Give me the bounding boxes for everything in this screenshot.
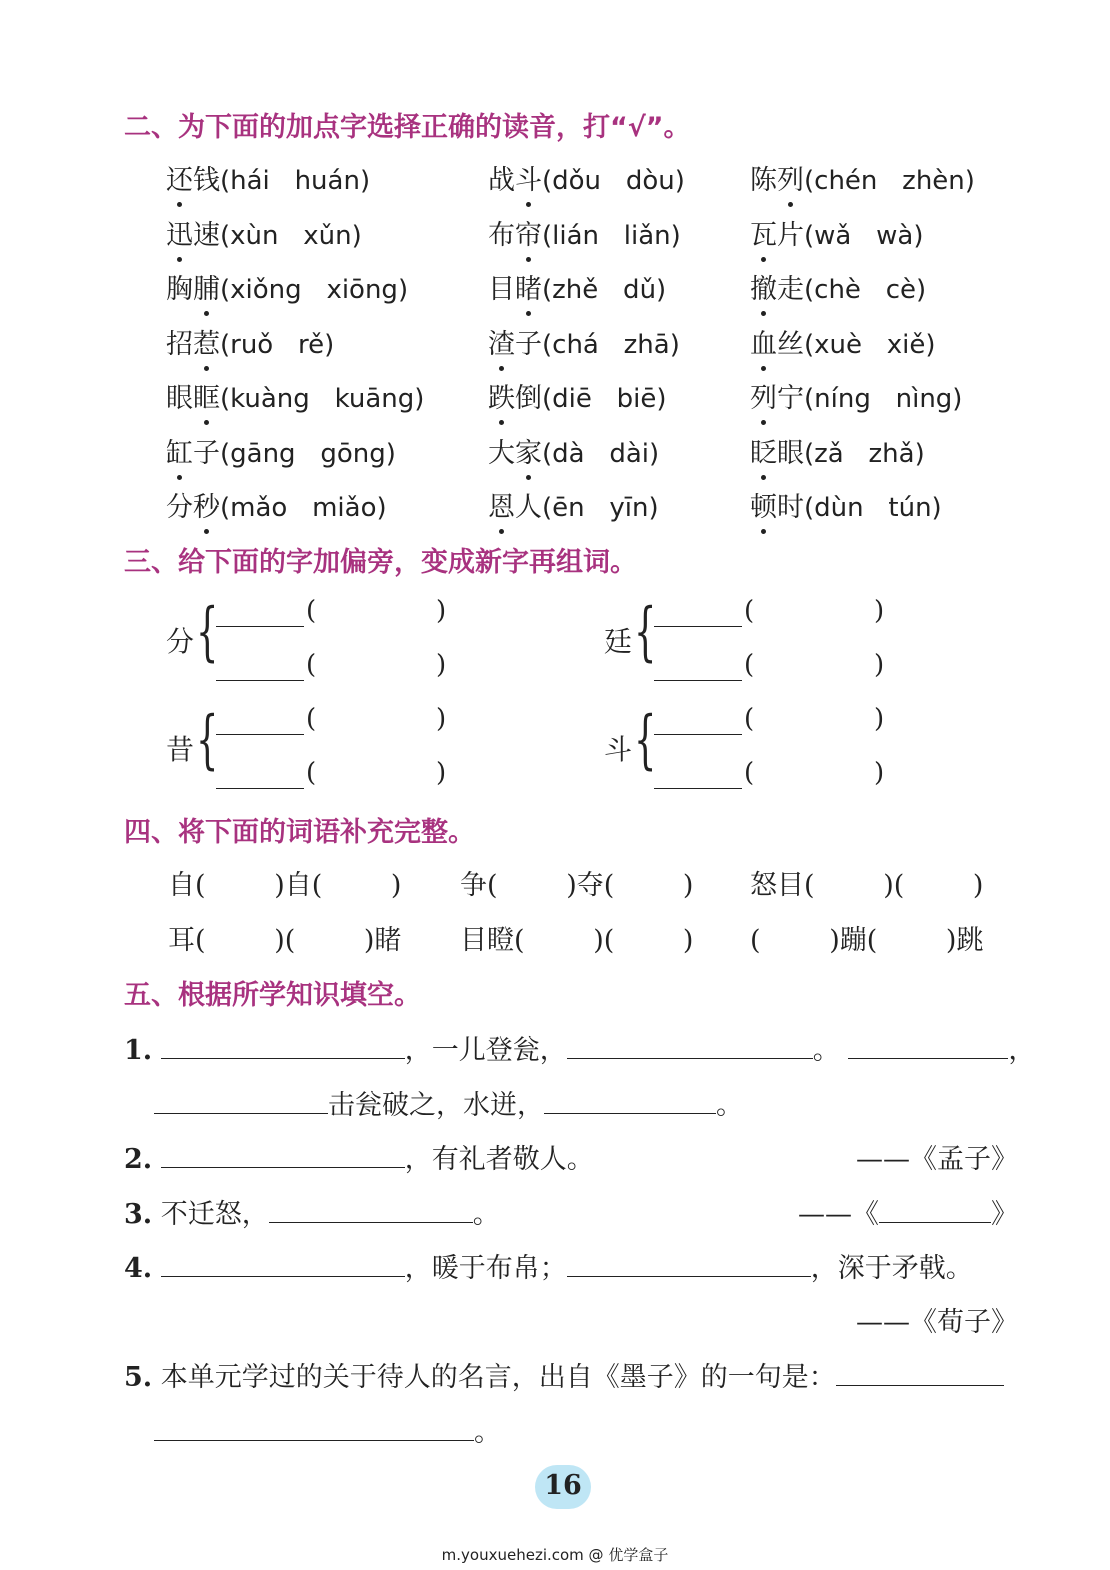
pronunciation-item[interactable]	[750, 431, 925, 470]
brace-icon: {	[634, 703, 657, 777]
word-chars: 顿时	[750, 485, 804, 524]
brace-icon: {	[196, 595, 219, 669]
word-paren-open: (	[306, 650, 317, 680]
idiom-3: 怒目( )( )	[750, 870, 984, 901]
emphasis-dot	[499, 420, 504, 425]
blank[interactable]	[567, 1034, 813, 1059]
blank[interactable]	[154, 1089, 328, 1114]
word-paren-close: )	[436, 596, 447, 626]
pinyin-options: (diē biē)	[542, 384, 667, 414]
question-3-text: 不迁怒，	[160, 1199, 269, 1230]
word-chars: 迅速	[166, 213, 220, 252]
pronunciation-item[interactable]	[750, 267, 926, 306]
emphasis-dot	[761, 475, 766, 480]
pronunciation-item[interactable]	[750, 322, 936, 361]
blank-line[interactable]	[216, 680, 304, 681]
emphasis-dot	[761, 311, 766, 316]
idiom-5: 目瞪( )( )	[460, 925, 694, 956]
question-3-number: 3.	[124, 1199, 153, 1230]
emphasis-dot	[204, 529, 209, 534]
emphasis-dot	[204, 366, 209, 371]
pronunciation-item[interactable]	[488, 322, 680, 361]
word-chars: 撤走	[750, 267, 804, 306]
word-chars: 渣子	[488, 322, 542, 361]
pronunciation-item[interactable]	[488, 431, 659, 470]
question-3	[124, 1192, 500, 1231]
emphasis-dot	[761, 366, 766, 371]
word-paren-open: (	[744, 758, 755, 788]
pronunciation-item[interactable]	[750, 213, 923, 252]
pronunciation-item[interactable]	[166, 267, 408, 306]
pronunciation-item[interactable]	[488, 213, 681, 252]
word-chars: 胸脯	[166, 267, 220, 306]
pinyin-options: (mǎo miǎo)	[220, 493, 387, 523]
section-4-heading: 四、将下面的词语补充完整。	[124, 817, 475, 848]
word-chars: 分秒	[166, 485, 220, 524]
question-1-text-a: ，一儿登瓮，	[404, 1035, 567, 1066]
question-1-text-e: 。	[716, 1090, 743, 1121]
word-chars: 招惹	[166, 322, 220, 361]
question-2-source: ——《孟子》	[856, 1144, 1018, 1175]
question-2-number: 2.	[124, 1144, 153, 1175]
page-number: 16	[544, 1470, 582, 1501]
pinyin-options: (gāng gōng)	[220, 438, 396, 469]
word-chars: 大家	[488, 431, 542, 470]
blank[interactable]	[161, 1143, 405, 1168]
emphasis-dot	[204, 311, 209, 316]
pronunciation-item[interactable]	[488, 485, 659, 524]
pinyin-options: (zǎ zhǎ)	[804, 438, 925, 469]
pinyin-options: (ēn yīn)	[542, 493, 659, 523]
word-chars: 瓦片	[750, 213, 804, 252]
emphasis-dot	[526, 257, 531, 262]
question-1-text-b: 。	[812, 1035, 840, 1066]
pronunciation-item[interactable]	[166, 431, 396, 470]
blank-line[interactable]	[654, 680, 742, 681]
emphasis-dot	[788, 202, 793, 207]
question-5	[124, 1355, 1004, 1394]
question-2	[124, 1137, 594, 1176]
pinyin-options: (wǎ wà)	[804, 220, 924, 251]
pinyin-options: (chè cè)	[804, 275, 927, 305]
question-1-line-1	[124, 1028, 1035, 1067]
question-4-source: ——《荀子》	[856, 1307, 1018, 1338]
blank[interactable]	[161, 1034, 405, 1059]
blank[interactable]	[848, 1034, 1008, 1059]
pronunciation-item[interactable]	[488, 158, 685, 197]
question-3-source	[798, 1192, 1018, 1231]
pinyin-options: (xiǒng xiōng)	[220, 275, 409, 305]
word-chars: 缸子	[166, 431, 220, 470]
pinyin-options: (níng nìng)	[804, 384, 963, 414]
question-4-text-a: ，暖于布帛；	[404, 1253, 567, 1284]
blank-line[interactable]	[216, 734, 304, 735]
blank-line[interactable]	[654, 626, 742, 627]
footer-watermark: m.youxuehezi.com @ 优学盒子	[441, 1546, 669, 1564]
emphasis-dot	[526, 311, 531, 316]
question-1-line-2	[154, 1083, 743, 1122]
pronunciation-item[interactable]	[166, 376, 424, 415]
base-char: 斗	[604, 733, 633, 766]
brace-icon: {	[196, 703, 219, 777]
word-chars: 布帘	[488, 213, 542, 252]
word-chars: 目睹	[488, 267, 542, 306]
question-5-text: 本单元学过的关于待人的名言，出自《墨子》的一句是：	[160, 1362, 836, 1393]
word-paren-open: (	[306, 758, 317, 788]
emphasis-dot	[177, 202, 182, 207]
section-2-heading: 二、为下面的加点字选择正确的读音，打“√”。	[124, 112, 691, 143]
question-4-text-b: ，深于矛戟。	[810, 1253, 973, 1284]
word-paren-open: (	[306, 704, 317, 734]
word-chars: 列宁	[750, 376, 804, 415]
pinyin-options: (zhě dǔ)	[542, 275, 667, 305]
word-paren-close: )	[874, 758, 885, 788]
emphasis-dot	[177, 257, 182, 262]
idiom-2: 争( )夺( )	[460, 870, 694, 901]
idiom-1: 自( )自( )	[168, 870, 402, 901]
question-2-text: ，有礼者敬人。	[404, 1144, 594, 1175]
word-chars: 眨眼	[750, 431, 804, 470]
pronunciation-item[interactable]	[488, 376, 667, 415]
pinyin-options: (hái huán)	[220, 166, 371, 196]
pinyin-options: (xùn xǔn)	[220, 220, 362, 251]
blank[interactable]	[154, 1416, 474, 1441]
pinyin-options: (chá zhā)	[542, 329, 680, 360]
question-4-number: 4.	[124, 1253, 153, 1284]
word-paren-open: (	[744, 704, 755, 734]
emphasis-dot	[761, 420, 766, 425]
question-5-number: 5.	[124, 1362, 153, 1393]
pronunciation-item[interactable]	[166, 158, 370, 197]
section-5-heading: 五、根据所学知识填空。	[124, 980, 421, 1011]
blank[interactable]	[879, 1198, 991, 1223]
emphasis-dot	[761, 257, 766, 262]
blank-line[interactable]	[654, 788, 742, 789]
pinyin-options: (ruǒ rě)	[220, 329, 335, 360]
blank[interactable]	[269, 1198, 473, 1223]
word-chars: 眼眶	[166, 376, 220, 415]
question-5-end: 。	[474, 1417, 501, 1448]
base-char: 分	[166, 625, 195, 658]
word-chars: 陈列	[750, 158, 804, 197]
pronunciation-item[interactable]	[750, 376, 962, 415]
emphasis-dot	[177, 475, 182, 480]
word-chars: 战斗	[488, 158, 542, 197]
word-paren-open: (	[306, 596, 317, 626]
question-3-end: 。	[472, 1199, 500, 1230]
word-paren-close: )	[874, 596, 885, 626]
word-paren-close: )	[436, 704, 447, 734]
idiom-4: 耳( )( )睹	[168, 925, 402, 956]
question-5-line-2	[154, 1410, 501, 1449]
question-3-source-close: 》	[991, 1199, 1018, 1230]
blank[interactable]	[161, 1252, 405, 1277]
emphasis-dot	[499, 529, 504, 534]
word-paren-close: )	[874, 650, 885, 680]
question-1-text-d: 击瓮破之，水迸，	[328, 1090, 544, 1121]
pronunciation-item[interactable]	[750, 485, 942, 524]
blank[interactable]	[544, 1089, 716, 1114]
blank-line[interactable]	[216, 626, 304, 627]
word-chars: 血丝	[750, 322, 804, 361]
emphasis-dot	[526, 475, 531, 480]
pronunciation-item[interactable]	[166, 485, 387, 524]
pinyin-options: (dùn tún)	[804, 493, 942, 523]
question-4	[124, 1246, 973, 1285]
emphasis-dot	[204, 420, 209, 425]
blank[interactable]	[567, 1252, 811, 1277]
pinyin-options: (dǒu dòu)	[542, 166, 685, 196]
question-3-source-open: ——《	[798, 1199, 879, 1230]
base-char: 廷	[604, 625, 633, 658]
emphasis-dot	[761, 529, 766, 534]
word-paren-close: )	[436, 758, 447, 788]
emphasis-dot	[526, 202, 531, 207]
pinyin-options: (kuàng kuāng)	[220, 384, 425, 414]
blank[interactable]	[836, 1361, 1004, 1386]
blank-line[interactable]	[216, 788, 304, 789]
pronunciation-item[interactable]	[750, 158, 975, 197]
blank-line[interactable]	[654, 734, 742, 735]
word-paren-open: (	[744, 596, 755, 626]
word-paren-close: )	[436, 650, 447, 680]
word-chars: 恩人	[488, 485, 542, 524]
pinyin-options: (dà dài)	[542, 438, 660, 469]
pinyin-options: (chén zhèn)	[804, 166, 975, 196]
question-1-number: 1.	[124, 1035, 153, 1066]
emphasis-dot	[499, 366, 504, 371]
word-chars: 还钱	[166, 158, 220, 197]
word-paren-open: (	[744, 650, 755, 680]
brace-icon: {	[634, 595, 657, 669]
pinyin-options: (lián liǎn)	[542, 220, 681, 251]
word-paren-close: )	[874, 704, 885, 734]
idiom-6: ( )蹦( )跳	[750, 925, 984, 956]
pinyin-options: (xuè xiě)	[804, 329, 936, 360]
base-char: 昔	[166, 733, 195, 766]
pronunciation-item[interactable]	[488, 267, 666, 306]
pronunciation-item[interactable]	[166, 213, 362, 252]
section-3-heading: 三、给下面的字加偏旁，变成新字再组词。	[124, 547, 637, 578]
word-chars: 跌倒	[488, 376, 542, 415]
pronunciation-item[interactable]	[166, 322, 334, 361]
question-1-text-c: ，	[1008, 1035, 1036, 1066]
